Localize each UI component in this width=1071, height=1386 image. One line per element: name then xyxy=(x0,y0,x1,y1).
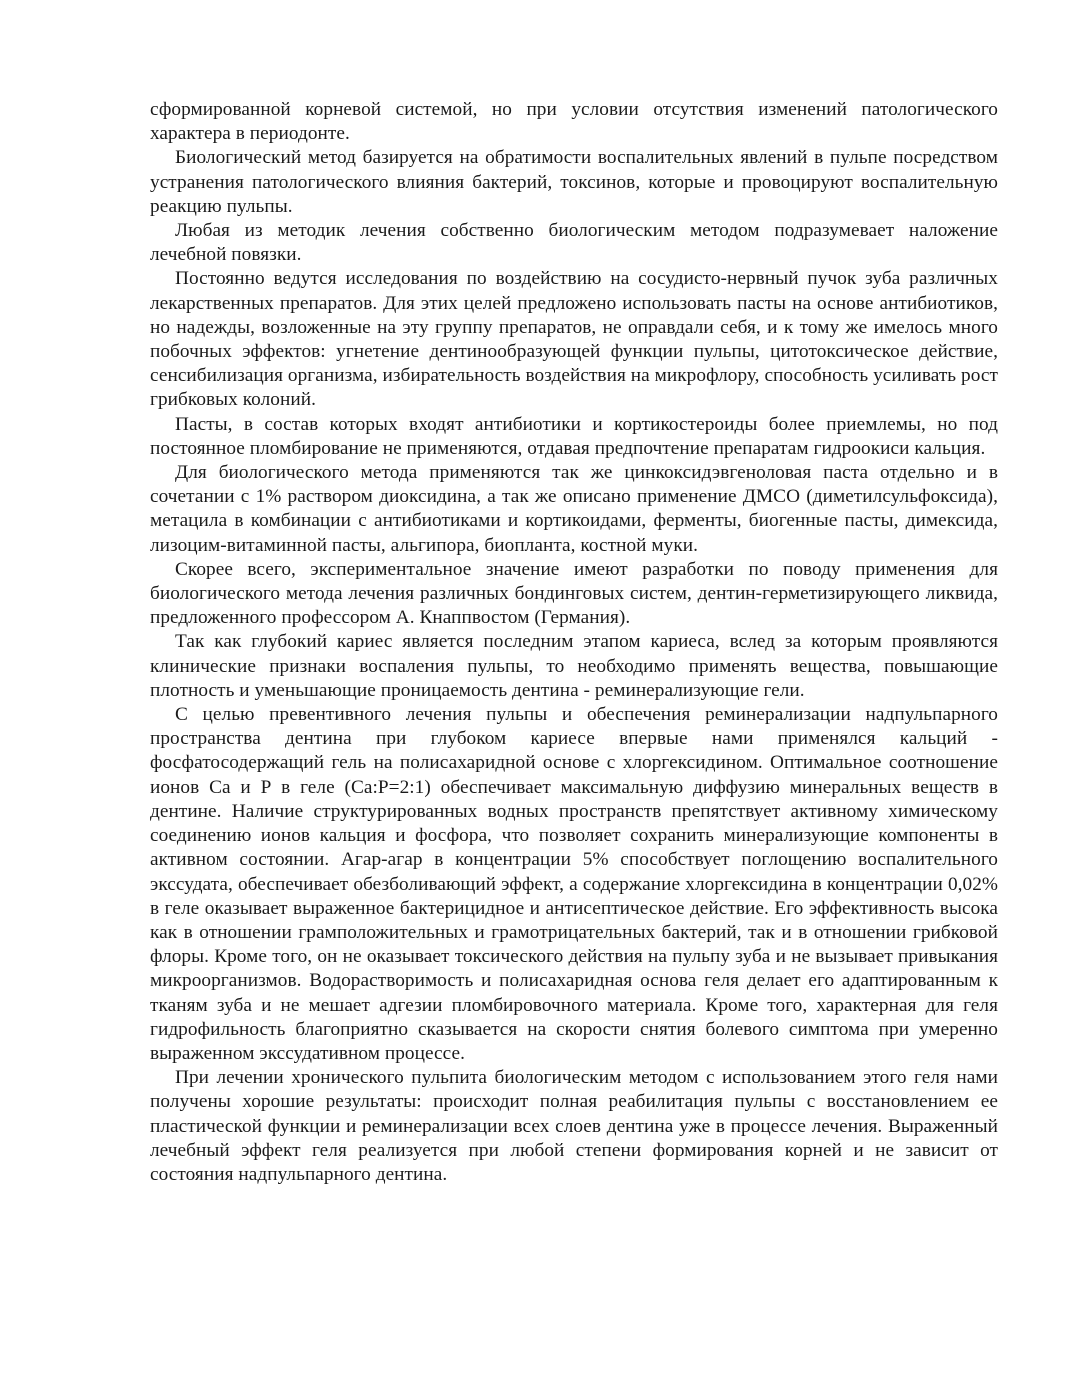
paragraph-corticosteroid-pastes: Пасты, в состав которых входят антибиотики и кортикостероиды более приемлемы, но под постоянное пломбирование не применяются, отдавая предпочтение препаратам гидроокиси кальция. xyxy=(150,413,998,459)
paragraph-remineralizing-gels: Так как глубокий кариес является последним этапом кариеса, вслед за которым проявляются клинические признаки воспаления пульпы, то необходимо применять вещества, повышающие плотность и уменьшающие проницаемость дентина - реминерализующие гели. xyxy=(150,631,998,701)
paragraph-biological-method: Биологический метод базируется на обратимости воспалительных явлений в пульпе посредством устранения патологического влияния бактерий, токсинов, которые и провоцируют воспалительную реакцию пульпы. xyxy=(150,147,998,217)
paragraph-treatment-dressing: Любая из методик лечения собственно биологическим методом подразумевает наложение лечебной повязки. xyxy=(150,220,998,266)
paragraph-chronic-pulpitis-results: При лечении хронического пульпита биологическим методом с использованием этого геля нами получены хорошие результаты: происходит полная реабилитация пульпы с восстановлением ее пластической функции и реминерализации всех слоев дентина уже в процессе лечения. Выраженный лечебный эффект геля реализуется при любой степени формирования корней и не зависит от состояния надпульпарного дентина. xyxy=(150,1067,998,1185)
paragraph-zinc-oxide-paste: Для биологического метода применяются так же цинкоксидэвгеноловая паста отдельно и в сочетании с 1% раствором диоксидина, а так же описано применение ДМСО (диметилсульфоксида), метацила в комбинации с антибиотиками и кортикоидами, ферменты, биогенные пасты, димексида, лизоцим-витаминной пасты, альгипора, биопланта, костной муки. xyxy=(150,462,998,556)
paragraph-antibiotic-pastes: Постоянно ведутся исследования по воздействию на сосудисто-нервный пучок зуба различных лекарственных препаратов. Для этих целей предложено использовать пасты на основе антибиотиков, но надежды, возложенные на эту группу препаратов, не оправдали себя, и к тому же имелось много побочных эффектов: угнетение дентинообразующей функции пульпы, цитотоксическое действие, сенсибилизация организма, избирательность воздействия на микрофлору, способность усиливать рост грибковых колоний. xyxy=(150,268,998,411)
paragraph-bonding-systems: Скорее всего, экспериментальное значение имеют разработки по поводу применения для биологического метода лечения различных бондинговых систем, дентин-герметизирующего ликвида, предложенного профессором А. Кнаппвостом (Германия). xyxy=(150,558,998,629)
document-body xyxy=(150,98,998,1187)
paragraph-calcium-phosphate-gel: С целью превентивного лечения пульпы и обеспечения реминерализации надпульпарного пространства дентина при глубоком кариесе впервые нами применялся кальций - фосфатосодержащий гель на полисахаридной основе с хлоргексидином. Оптимальное соотношение ионов Са и Р в геле (Са:Р=2:1) обеспечивает максимальную диффузию минеральных веществ в дентине. Наличие структурированных водных пространств препятствует активному химическому соединению ионов кальция и фосфора, что позволяет сохранить минерализующие компоненты в активном состоянии. Агар-агар в концентрации 5% способствует поглощению воспалительного экссудата, обеспечивает обезболивающий эффект, а содержание хлоргексидина в концентрации 0,02% в геле оказывает выраженное бактерицидное и антисептическое действие. Его эффективность высока как в отношении грамположительных и грамотрицательных бактерий, так и в отношении грибковой флоры. Кроме того, он не оказывает токсического действия на пульпу зуба и не вызывает привыкания микроорганизмов. Водорастворимость и полисахаридная основа геля делает его адаптированным к тканям зуба и не мешает адгезии пломбировочного материала. Кроме того, характерная для геля гидрофильность благоприятно сказывается на скорости снятия болевого симптома при умеренно выраженном экссудативном процессе. xyxy=(150,704,998,1064)
paragraph-continuation: сформированной корневой системой, но при условии отсутствия изменений патологического характера в периодонте. xyxy=(150,99,998,145)
